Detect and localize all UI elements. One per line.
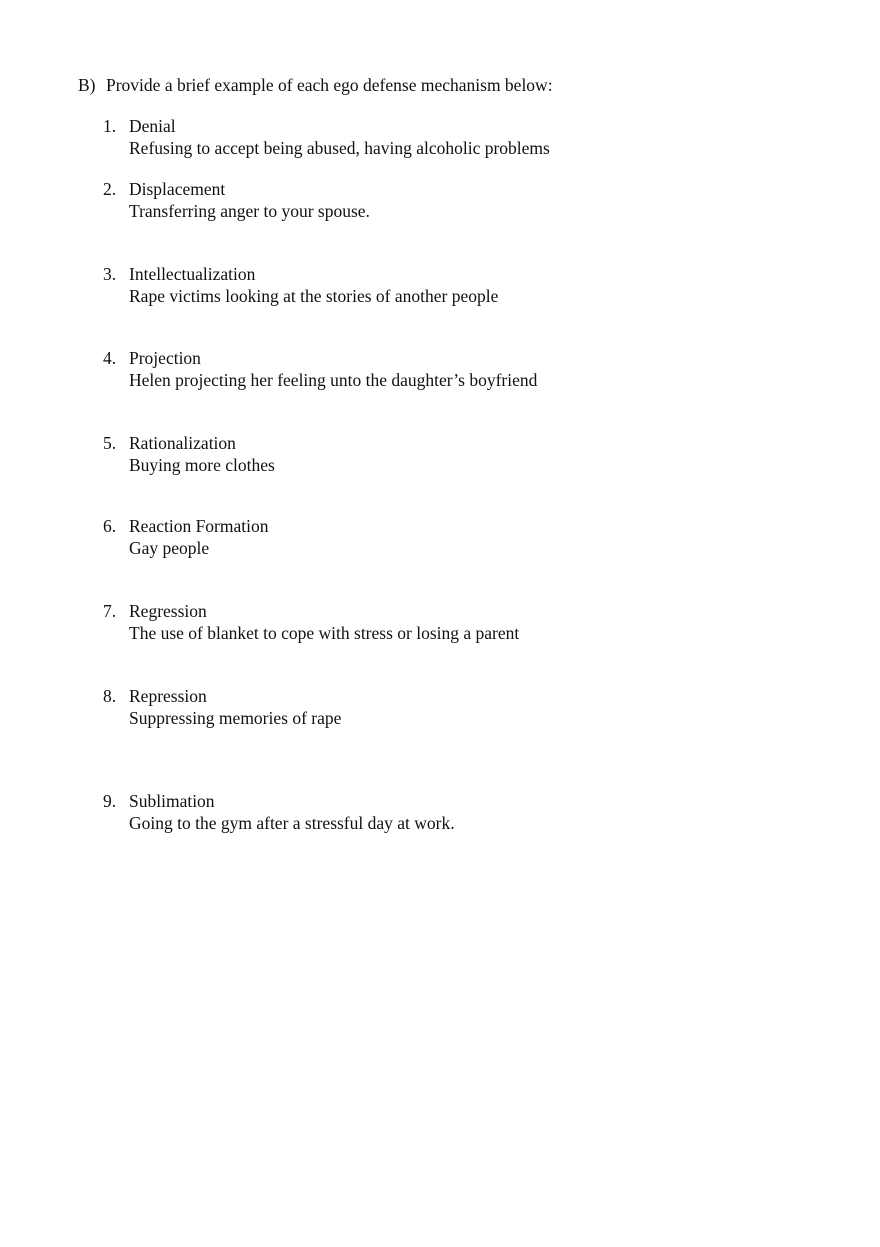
- item-term: Intellectualization: [129, 264, 256, 284]
- section-heading: [78, 74, 553, 96]
- item-number: 3.: [103, 264, 117, 284]
- item-number: 5.: [103, 433, 117, 453]
- item-example: The use of blanket to cope with stress or losing a parent: [129, 622, 520, 643]
- item-number: 6.: [103, 516, 117, 536]
- item-example: Helen projecting her feeling unto the daughter’s boyfriend: [129, 369, 538, 390]
- item-term: Regression: [129, 601, 207, 621]
- list-item-intellectualization: [103, 264, 498, 307]
- item-example: Going to the gym after a stressful day at work.: [129, 812, 455, 833]
- list-item-denial: [103, 116, 550, 159]
- item-term: Displacement: [129, 179, 226, 199]
- item-number: 2.: [103, 179, 117, 199]
- item-number: 4.: [103, 348, 117, 368]
- list-item-repression: [103, 686, 341, 729]
- list-item-reaction-formation: [103, 516, 269, 559]
- item-example: Buying more clothes: [129, 454, 275, 475]
- item-term: Repression: [129, 686, 207, 706]
- item-term: Rationalization: [129, 433, 236, 453]
- list-item-displacement: [103, 179, 370, 222]
- item-number: 8.: [103, 686, 117, 706]
- item-term: Denial: [129, 116, 176, 136]
- item-example: Suppressing memories of rape: [129, 707, 342, 728]
- item-term: Projection: [129, 348, 201, 368]
- section-marker: B): [78, 75, 96, 95]
- item-number: 9.: [103, 791, 117, 811]
- list-item-sublimation: [103, 791, 455, 834]
- item-number: 1.: [103, 116, 117, 136]
- item-example: Gay people: [129, 537, 210, 558]
- item-number: 7.: [103, 601, 117, 621]
- item-example: Transferring anger to your spouse.: [129, 200, 370, 221]
- list-item-rationalization: [103, 433, 275, 476]
- item-example: Rape victims looking at the stories of another people: [129, 285, 499, 306]
- list-item-regression: [103, 601, 519, 644]
- item-term: Reaction Formation: [129, 516, 269, 536]
- item-term: Sublimation: [129, 791, 215, 811]
- item-example: Refusing to accept being abused, having alcoholic problems: [129, 137, 550, 158]
- section-prompt: Provide a brief example of each ego defense mechanism below:: [106, 75, 553, 95]
- list-item-projection: [103, 348, 537, 391]
